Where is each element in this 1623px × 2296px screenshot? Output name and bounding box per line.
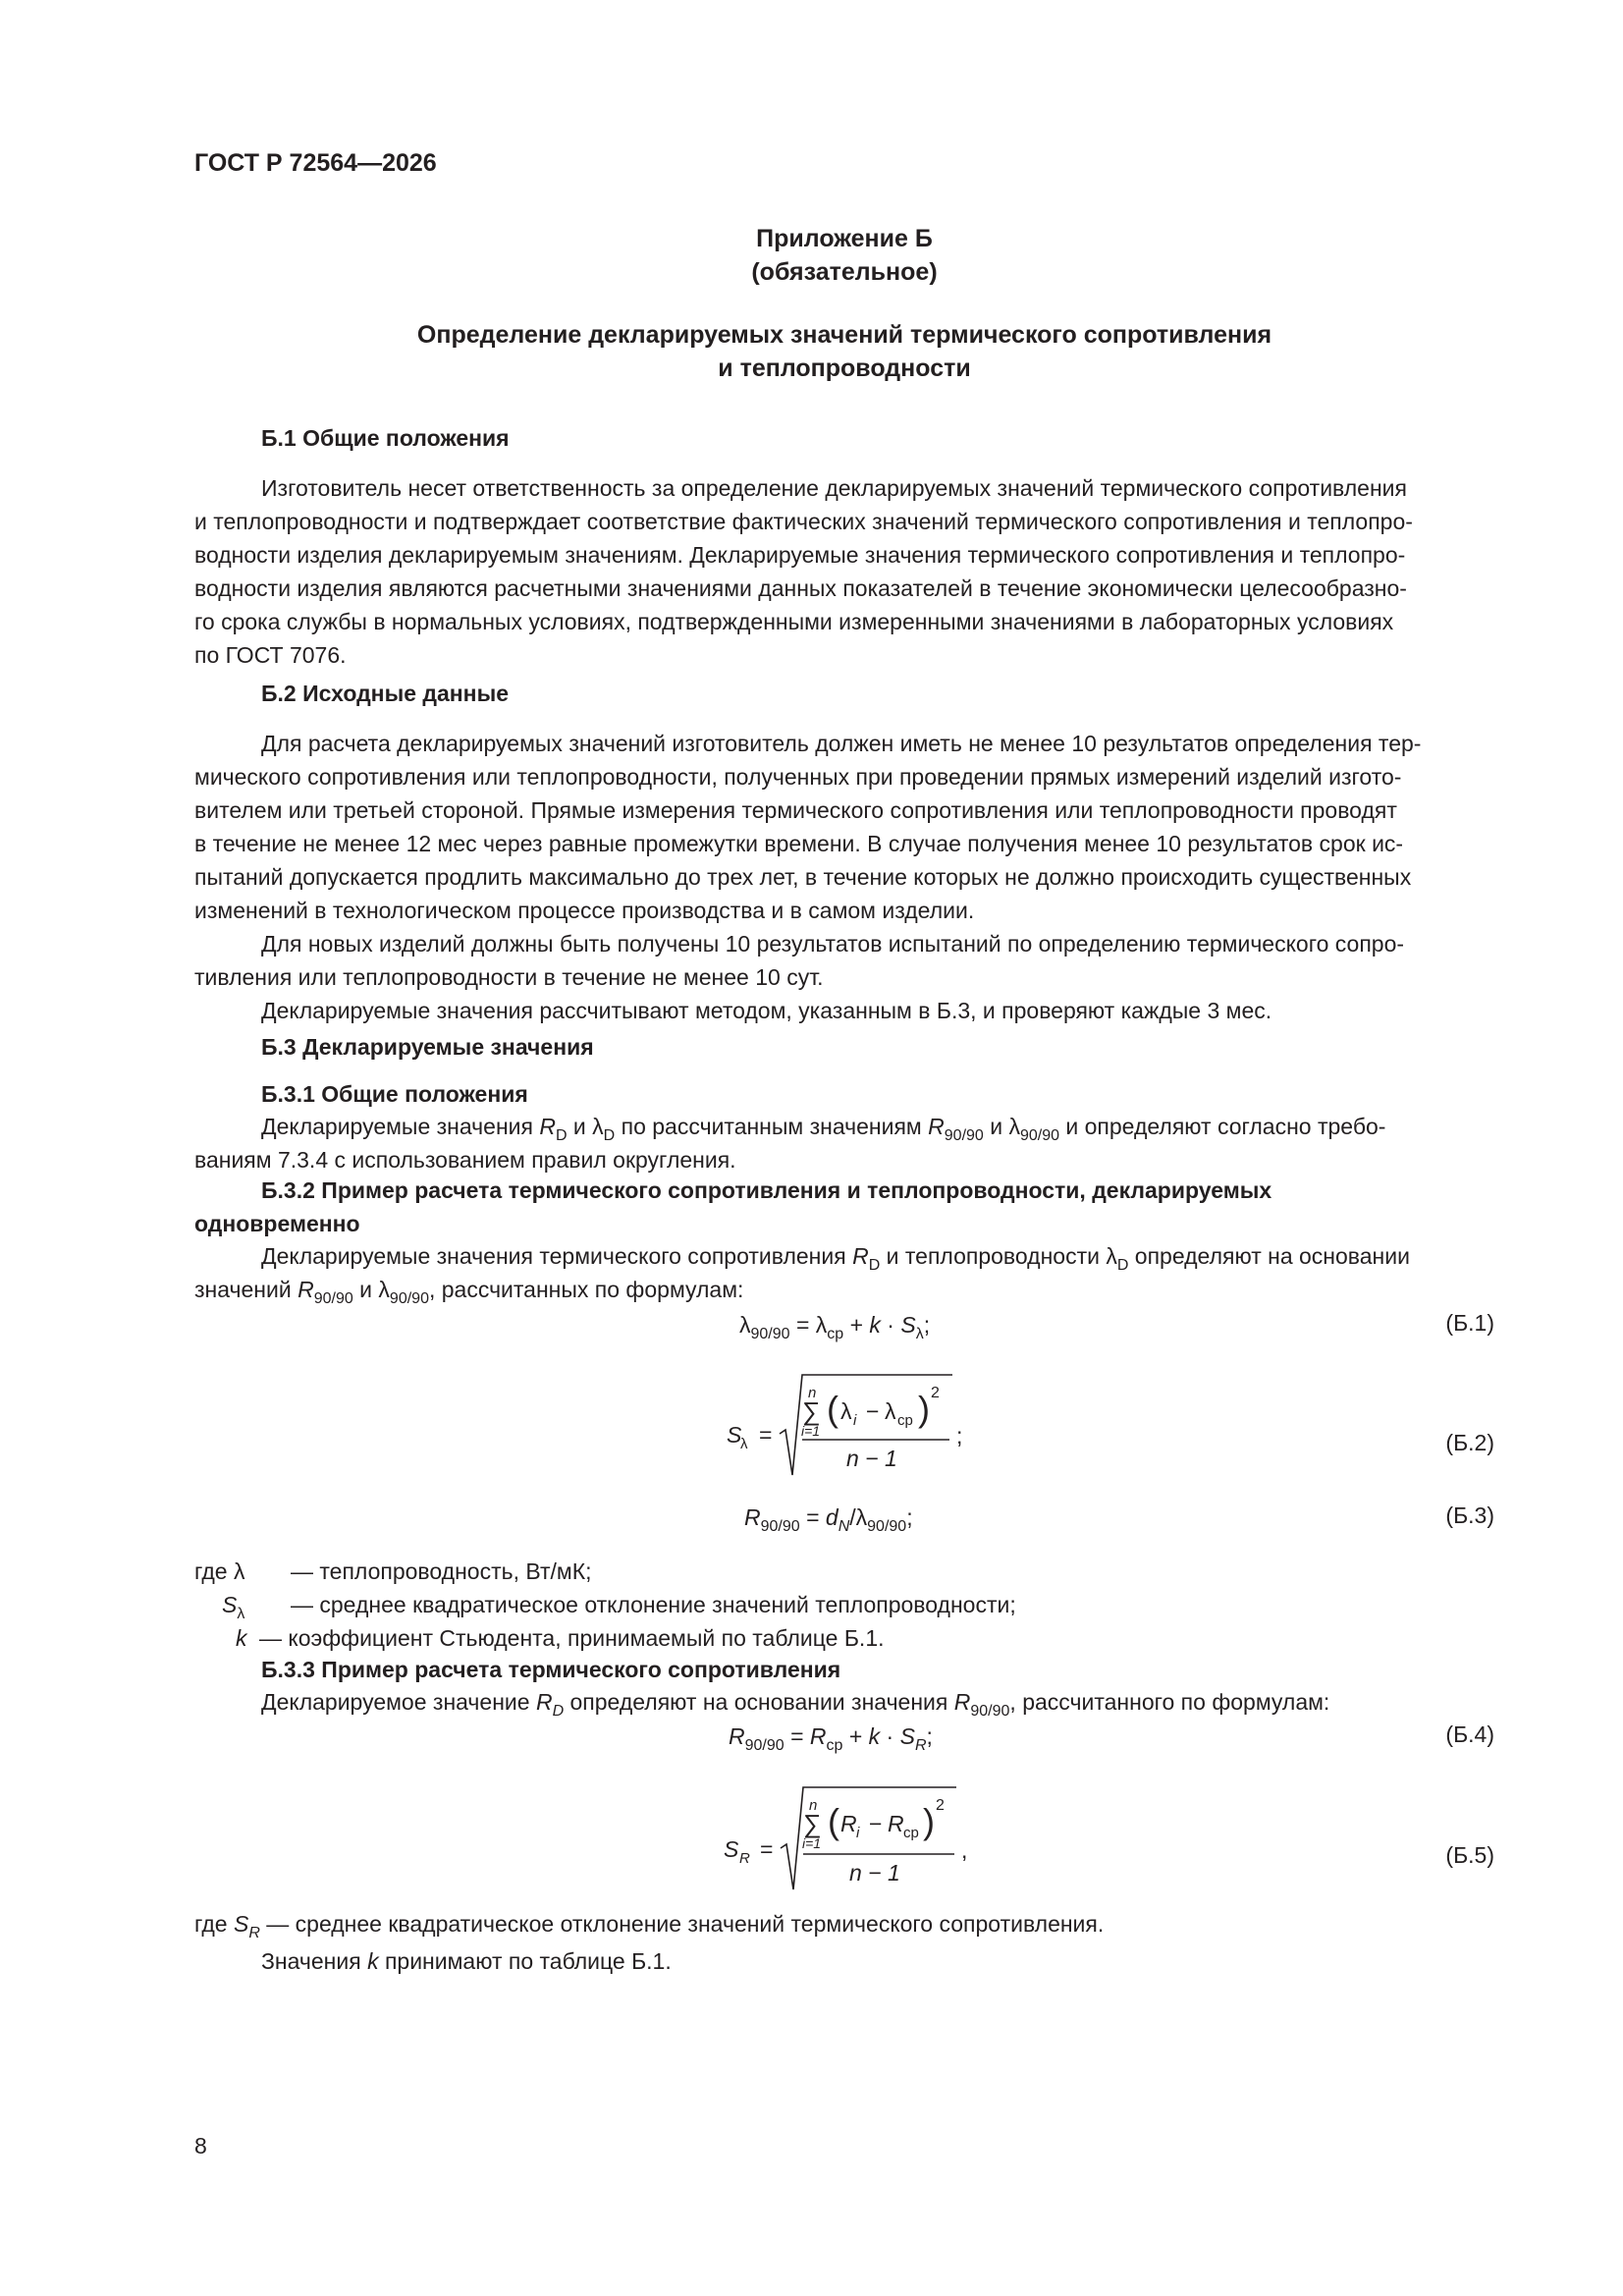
sum-sign: ∑ xyxy=(802,1396,821,1426)
text-span: и xyxy=(567,1114,593,1139)
text-line: Для новых изделий должны быть получены 10 результатов испытаний по определению термического сопро- xyxy=(261,931,1405,957)
where-row-k xyxy=(194,1621,1494,1655)
where-sr-line xyxy=(194,1907,1494,1978)
text-span: и xyxy=(352,1277,379,1302)
subscript-i: i xyxy=(853,1412,857,1429)
equals-sign: = xyxy=(760,1836,774,1862)
text-line: пытаний допускается продлить максимально до трех лет, в течение которых не должно происходить существенных xyxy=(194,864,1412,890)
symbol-k: k xyxy=(367,1948,379,1974)
denominator: n − 1 xyxy=(846,1446,897,1471)
text-line: Изготовитель несет ответственность за определение декларируемых значений термического сопротивления xyxy=(261,475,1407,501)
text-line xyxy=(194,1110,1494,1143)
symbol-S: S xyxy=(727,1422,742,1448)
semicolon: ; xyxy=(906,1504,913,1530)
formula-b3 xyxy=(744,1503,913,1535)
text-line xyxy=(194,1907,1494,1941)
where-symbol xyxy=(222,1588,244,1621)
sum-sign: ∑ xyxy=(803,1809,822,1838)
where-text: — теплопроводность, Вт/мК; xyxy=(291,1558,592,1584)
equals-sign: = xyxy=(790,1723,804,1749)
symbol-lambda: λ xyxy=(378,1277,390,1302)
subscript-R: R xyxy=(248,1925,260,1941)
annex-heading-line1: Определение декларируемых значений термического сопротивления xyxy=(416,321,1272,349)
equals-sign: = xyxy=(806,1504,820,1530)
exponent-2: 2 xyxy=(936,1797,945,1814)
symbol-R: R xyxy=(953,1689,971,1715)
text-line xyxy=(194,1239,1494,1273)
where-text: — коэффициент Стьюдента, принимаемый по таблице Б.1. xyxy=(259,1625,885,1651)
equation-number-b3: (Б.3) xyxy=(1445,1503,1494,1528)
dot-sign: · xyxy=(886,1723,894,1749)
text-line: вителем или третьей стороной. Прямые измерения термического сопротивления или теплопроводности проводят xyxy=(194,797,1397,823)
semicolon: ; xyxy=(923,1312,931,1338)
symbol-lambda: λ xyxy=(1106,1243,1117,1269)
symbol-S: S xyxy=(724,1836,739,1862)
symbol-lambda-i: λ xyxy=(840,1398,852,1424)
text-line: мического сопротивления или теплопроводности, полученных при проведении прямых измерений изделий изгото- xyxy=(194,764,1402,790)
text-span: Значения xyxy=(261,1948,368,1974)
symbol-S: S xyxy=(222,1592,238,1617)
sum-upper-n: n xyxy=(809,1797,818,1814)
section-b31-title: Б.3.1 Общие положения xyxy=(261,1081,528,1107)
minus-sign: − xyxy=(866,1398,880,1424)
formula-b4 xyxy=(729,1722,933,1754)
equation-number-b5: (Б.5) xyxy=(1445,1842,1494,1868)
text-line: ваниям 7.3.4 с использованием правил округления. xyxy=(194,1147,736,1173)
section-b32-title-line1: Б.3.2 Пример расчета термического сопротивления и теплопроводности, декларируемых xyxy=(261,1177,1272,1203)
text-span: и теплопроводности xyxy=(880,1243,1107,1269)
symbol-R: R xyxy=(535,1689,553,1715)
equals-sign: = xyxy=(759,1422,773,1448)
symbol-lambda: λ xyxy=(815,1312,828,1338)
formula-b5 xyxy=(719,1777,984,1895)
where-row-s-lambda xyxy=(194,1588,1494,1621)
subscript-9090: 90/90 xyxy=(944,1127,984,1144)
minus-sign: − xyxy=(869,1811,883,1836)
subscript-9090: 90/90 xyxy=(970,1703,1010,1720)
subscript-9090: 90/90 xyxy=(867,1518,907,1535)
subscript-lambda: λ xyxy=(740,1436,748,1452)
symbol-lambda: λ xyxy=(855,1504,868,1530)
text-line: водности изделия являются расчетными значениями данных показателей в течение экономически целесообразно- xyxy=(194,575,1407,601)
symbol-R-i: R xyxy=(840,1811,857,1836)
symbol-d: d xyxy=(825,1504,839,1530)
subscript-D: D xyxy=(555,1127,568,1144)
sum-lower: i=1 xyxy=(801,1423,821,1439)
text-span: и определяют согласно требо- xyxy=(1059,1114,1386,1139)
text-line: в течение не менее 12 мес через равные промежутки времени. В случае получения менее 10 результатов срок ис- xyxy=(194,831,1404,856)
denominator: n − 1 xyxy=(849,1860,900,1886)
symbol-R-cp: R xyxy=(888,1811,904,1836)
equation-number-b2: (Б.2) xyxy=(1445,1430,1494,1455)
symbol-k: k xyxy=(869,1312,881,1338)
section-b31-body xyxy=(194,1110,1494,1176)
equals-sign: = xyxy=(795,1312,810,1338)
section-b2-title: Б.2 Исходные данные xyxy=(261,681,510,706)
semicolon: ; xyxy=(956,1423,963,1449)
text-span: определяют на основании значения xyxy=(564,1689,954,1715)
formula-b2 xyxy=(722,1365,977,1483)
subscript-cp: ср xyxy=(897,1412,913,1429)
dot-sign: · xyxy=(887,1312,894,1338)
text-line: тивления или теплопроводности в течение не менее 10 сут. xyxy=(194,964,824,990)
text-span: Декларируемые значения xyxy=(261,1114,540,1139)
subscript-D: D xyxy=(603,1127,616,1144)
text-span: где xyxy=(194,1911,234,1937)
subscript-cp: ср xyxy=(826,1737,843,1754)
symbol-lambda-cp: λ xyxy=(885,1398,896,1424)
page-number: 8 xyxy=(194,2133,207,2159)
text-line: Декларируемые значения рассчитывают методом, указанным в Б.3, и проверяют каждые 3 мес. xyxy=(261,998,1272,1023)
symbol-lambda: λ xyxy=(592,1114,604,1139)
text-span: значений xyxy=(194,1277,298,1302)
subscript-9090: 90/90 xyxy=(750,1326,790,1342)
text-span: — среднее квадратическое отклонение значений термического сопротивления. xyxy=(259,1911,1105,1937)
subscript-R: R xyxy=(739,1850,750,1867)
text-span: , рассчитанного по формулам: xyxy=(1009,1689,1330,1715)
subscript-R: R xyxy=(914,1737,927,1754)
subscript-i: i xyxy=(856,1825,860,1841)
semicolon: ; xyxy=(926,1723,933,1749)
symbol-R: R xyxy=(298,1277,314,1302)
where-symbol: где λ xyxy=(194,1558,245,1584)
equation-number-b4: (Б.4) xyxy=(1445,1722,1494,1747)
subscript-9090: 90/90 xyxy=(760,1518,800,1535)
text-line: го срока службы в нормальных условиях, подтвержденными измеренными значениями в лабораторных условиях xyxy=(194,609,1394,634)
where-block xyxy=(194,1555,1494,1655)
section-b1-title: Б.1 Общие положения xyxy=(261,425,510,451)
subscript-cp: ср xyxy=(903,1825,919,1841)
subscript-9090: 90/90 xyxy=(313,1290,353,1307)
symbol-S: S xyxy=(233,1911,249,1937)
where-text: — среднее квадратическое отклонение значений теплопроводности; xyxy=(291,1592,1016,1617)
annex-heading-line2: и теплопроводности xyxy=(718,355,971,382)
subscript-9090: 90/90 xyxy=(744,1737,784,1754)
paren-open: ( xyxy=(827,1389,839,1429)
text-line: водности изделия декларируемым значениям. Декларируемые значения термического сопротивления и теплопро- xyxy=(194,542,1406,568)
exponent-2: 2 xyxy=(931,1385,940,1401)
text-line: и теплопроводности и подтверждает соответствие фактических значений термического сопротивления и теплопро- xyxy=(194,509,1413,534)
subscript-D: D xyxy=(1116,1257,1129,1274)
symbol-R: R xyxy=(729,1723,745,1749)
text-line: Для расчета декларируемых значений изготовитель должен иметь не менее 10 результатов определения тер- xyxy=(261,731,1422,756)
section-b2-body xyxy=(194,727,1494,1027)
symbol-R: R xyxy=(852,1243,869,1269)
subscript-lambda: λ xyxy=(237,1606,245,1622)
subscript-D: D xyxy=(552,1703,565,1720)
symbol-S: S xyxy=(899,1723,915,1749)
slash: / xyxy=(849,1504,856,1530)
section-b33-body xyxy=(194,1685,1494,1719)
subscript-cp: ср xyxy=(827,1326,844,1342)
text-line xyxy=(194,1944,1494,1978)
subscript-9090: 90/90 xyxy=(1019,1127,1059,1144)
section-b32-title-line2: одновременно xyxy=(194,1211,360,1236)
equation-number-b1: (Б.1) xyxy=(1445,1310,1494,1336)
text-line xyxy=(194,1273,1494,1306)
subscript-lambda: λ xyxy=(915,1326,924,1342)
text-span: принимают по таблице Б.1. xyxy=(378,1948,672,1974)
symbol-R: R xyxy=(539,1114,556,1139)
paren-open: ( xyxy=(828,1801,839,1841)
comma: , xyxy=(961,1837,968,1863)
plus-sign: + xyxy=(848,1723,863,1749)
text-span: и xyxy=(983,1114,1009,1139)
symbol-lambda: λ xyxy=(1008,1114,1020,1139)
where-row-lambda xyxy=(194,1555,1494,1588)
symbol-S: S xyxy=(900,1312,916,1338)
paren-close: ) xyxy=(923,1801,935,1841)
text-line xyxy=(194,1685,1494,1719)
formula-b1 xyxy=(739,1310,931,1342)
document-id: ГОСТ Р 72564—2026 xyxy=(194,149,437,177)
text-span: Декларируемые значения термического сопротивления xyxy=(261,1243,853,1269)
symbol-k: k xyxy=(868,1723,881,1749)
text-line: изменений в технологическом процессе производства и в самом изделии. xyxy=(194,898,975,923)
symbol-lambda: λ xyxy=(739,1312,751,1338)
sum-lower: i=1 xyxy=(802,1835,822,1851)
text-span: Декларируемое значение xyxy=(261,1689,536,1715)
text-span: определяют на основании xyxy=(1128,1243,1410,1269)
section-b32-body xyxy=(194,1239,1494,1306)
subscript-9090: 90/90 xyxy=(389,1290,429,1307)
plus-sign: + xyxy=(849,1312,863,1338)
subscript-D: D xyxy=(868,1257,881,1274)
section-b3-title: Б.3 Декларируемые значения xyxy=(261,1034,594,1060)
paren-close: ) xyxy=(918,1389,930,1429)
text-line: по ГОСТ 7076. xyxy=(194,642,347,668)
sum-upper-n: n xyxy=(808,1385,817,1401)
text-span: по рассчитанным значениям xyxy=(615,1114,929,1139)
symbol-R: R xyxy=(744,1504,761,1530)
subscript-N: N xyxy=(838,1518,850,1535)
section-b33-title: Б.3.3 Пример расчета термического сопротивления xyxy=(261,1657,841,1682)
where-symbol: k xyxy=(236,1625,247,1651)
section-b1-body xyxy=(194,471,1494,672)
symbol-R: R xyxy=(809,1723,827,1749)
annex-status: (обязательное) xyxy=(751,258,938,286)
text-span: , рассчитанных по формулам: xyxy=(428,1277,744,1302)
annex-title: Приложение Б xyxy=(756,225,933,252)
symbol-R: R xyxy=(928,1114,945,1139)
